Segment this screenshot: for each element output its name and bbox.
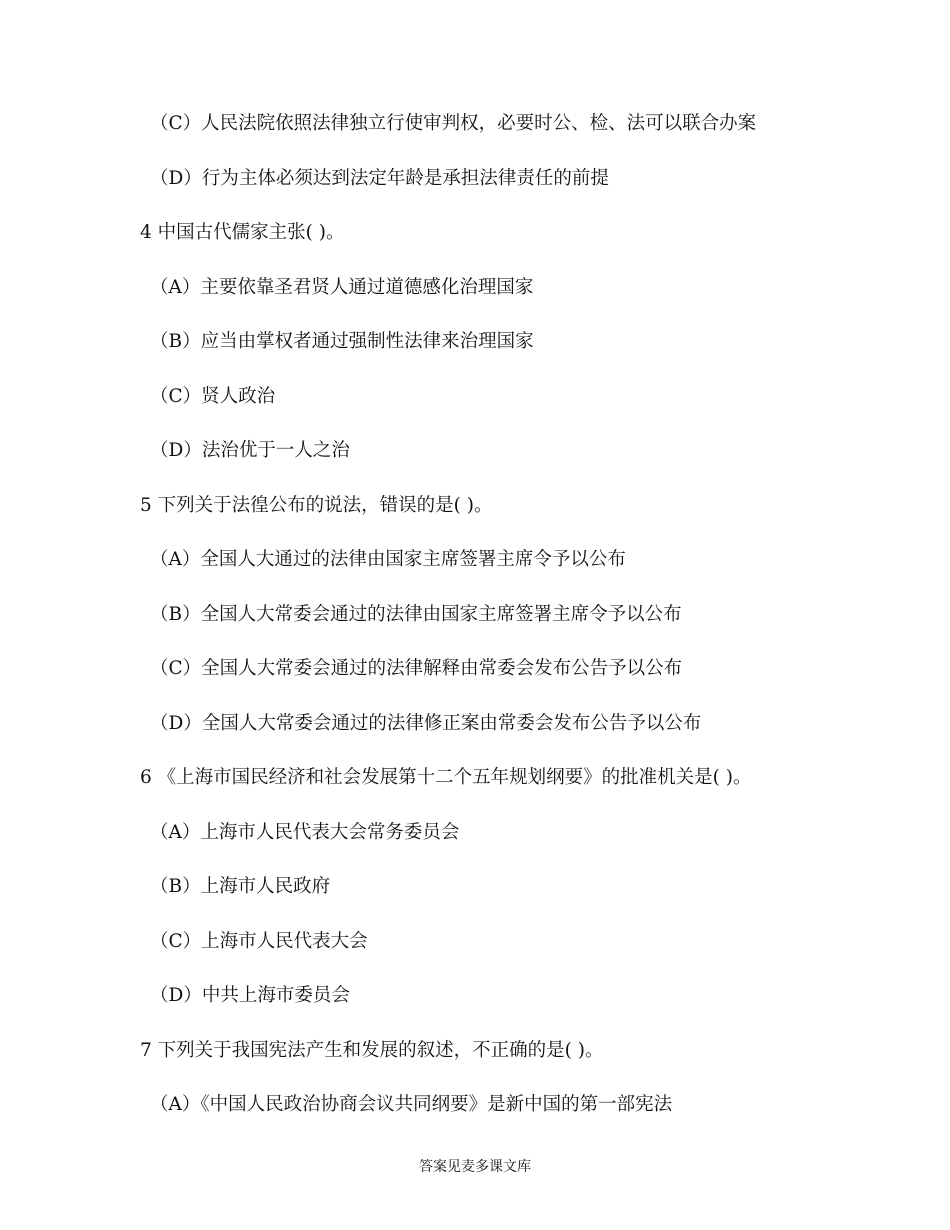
option-6d: （D）中共上海市委员会	[150, 985, 350, 1006]
option-7a: （A）《中国人民政治协商会议共同纲要》是新中国的第一部宪法	[150, 1094, 673, 1115]
option-4c: （C）贤人政治	[150, 385, 276, 407]
question-4: 4 中国古代儒家主张( )。	[140, 222, 345, 243]
option-3d: （D）行为主体必须达到法定年龄是承担法律责任的前提	[150, 167, 609, 189]
option-4a: （A）主要依靠圣君贤人通过道德感化治理国家	[150, 276, 534, 298]
option-5a: （A）全国人大通过的法律由国家主席签署主席令予以公布	[150, 549, 626, 570]
option-6b: （B）上海市人民政府	[150, 876, 331, 897]
question-6: 6 《上海市国民经济和社会发展第十二个五年规划纲要》的批准机关是( )。	[140, 767, 752, 788]
option-6c: （C）上海市人民代表大会	[150, 930, 368, 952]
option-3c: （C）人民法院依照法律独立行使审判权，必要时公、检、法可以联合办案	[150, 113, 757, 134]
question-7: 7 下列关于我国宪法产生和发展的叙述，不正确的是( )。	[140, 1039, 604, 1061]
page-footer: 答案见麦多课文库	[419, 1159, 531, 1175]
option-4b: （B）应当由掌权者通过强制性法律来治理国家	[150, 331, 534, 352]
document-body	[140, 108, 920, 1144]
option-4d: （D）法治优于一人之治	[150, 440, 350, 461]
option-5d: （D）全国人大常委会通过的法律修正案由常委会发布公告予以公布	[150, 712, 702, 734]
option-5c: （C）全国人大常委会通过的法律解释由常委会发布公告予以公布	[150, 658, 683, 679]
option-6a: （A）上海市人民代表大会常务委员会	[150, 821, 460, 843]
option-5b: （B）全国人大常委会通过的法律由国家主席签署主席令予以公布	[150, 603, 682, 625]
question-5: 5 下列关于法徨公布的说法，错误的是( )。	[140, 494, 493, 516]
